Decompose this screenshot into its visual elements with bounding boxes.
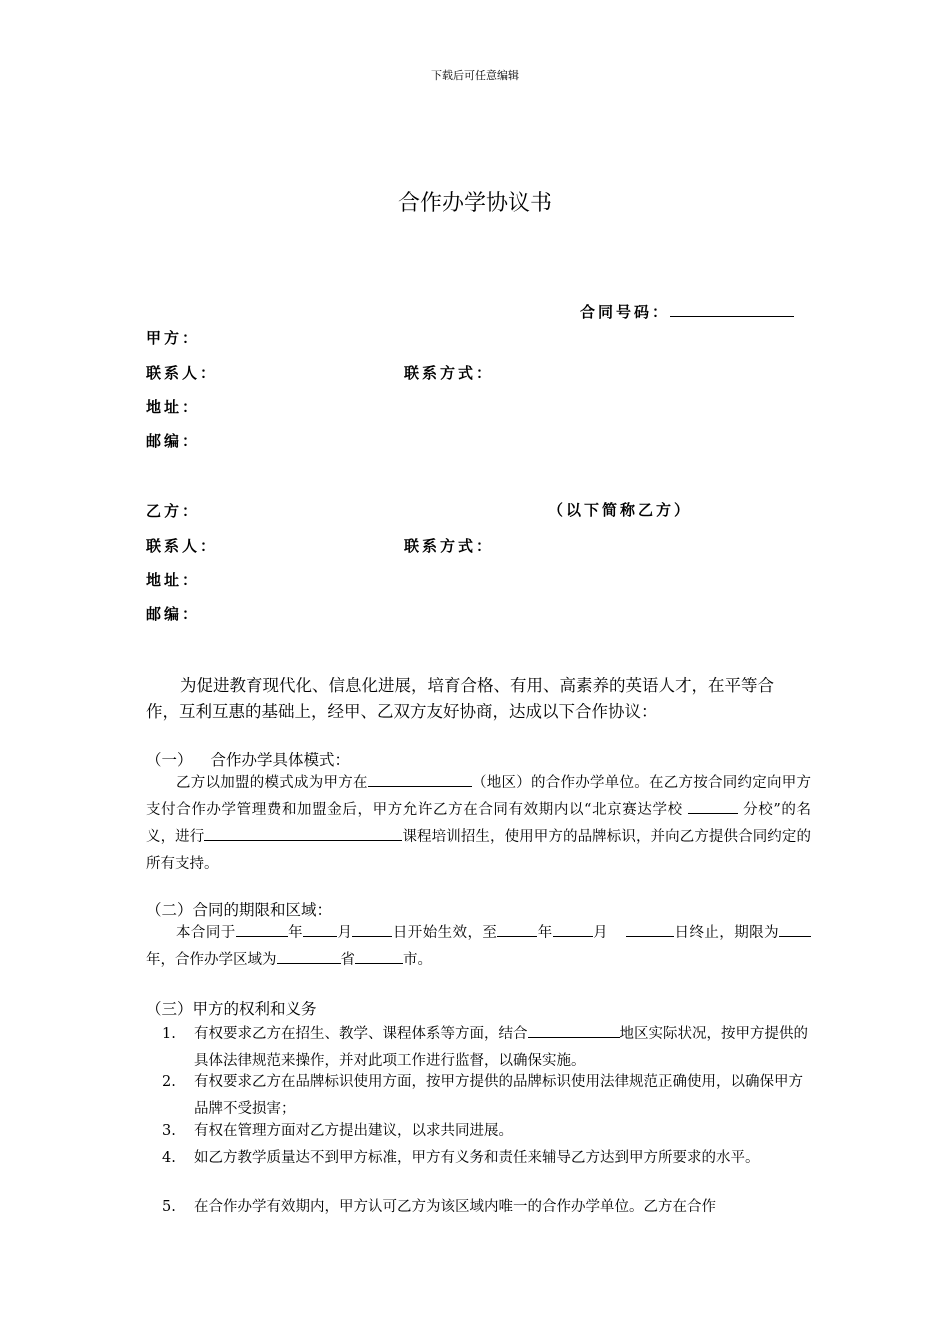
list-item-number: 5.	[162, 1199, 176, 1215]
party-b-label: 乙方：	[146, 502, 201, 520]
section-1-text-a: 乙方以加盟的模式成为甲方在	[176, 775, 368, 791]
contract-number	[580, 301, 794, 322]
end-month-blank	[553, 924, 593, 937]
party-a-method-label: 联系方式：	[404, 364, 495, 382]
list-item-text: 有权要求乙方在品牌标识使用方面，按甲方提供的品牌标识使用法律规范正确使用，以确保甲方品牌不受损害；	[194, 1074, 803, 1117]
city-blank	[355, 951, 403, 964]
party-a-label: 甲方：	[146, 329, 201, 347]
page-header: 下载后可任意编辑	[431, 69, 519, 82]
party-a-address-label: 地址：	[146, 398, 201, 416]
party-b-address-label: 地址：	[146, 571, 201, 589]
list-item-number: 3.	[162, 1123, 176, 1139]
list-item-text-a: 有权要求乙方在招生、教学、课程体系等方面，结合	[194, 1026, 528, 1042]
list-item-number: 4.	[162, 1150, 176, 1166]
region-blank	[368, 774, 472, 787]
document-title: 合作办学协议书	[397, 191, 552, 216]
section-2-text: 本合同于	[176, 925, 236, 941]
party-b-method-label: 联系方式：	[404, 537, 495, 555]
section-1-text-b: （地区）的合作办学单位。在乙方按合同约定向甲方支付合作办学管理费和加盟金后，甲方允许乙方在合同有效期内以“北京赛达学校	[146, 775, 811, 818]
end-year-blank	[497, 924, 537, 937]
section-2-text: 日开始生效，至	[392, 925, 498, 941]
section-2-text: 市。	[403, 952, 432, 968]
section-1-text-d: 课程培训招生，使用甲方的品牌标识，并向乙方提供合同约定的所有支持。	[146, 829, 811, 872]
area-blank	[528, 1025, 620, 1038]
section-2-text: 月	[337, 925, 353, 941]
section-2-heading: （二）合同的期限和区域：	[146, 901, 333, 919]
province-blank	[277, 951, 341, 964]
start-day-blank	[352, 924, 392, 937]
branch-blank	[688, 801, 738, 814]
party-b-abbrev: （以下简称乙方）	[548, 501, 693, 519]
section-2-text: 年	[537, 925, 553, 941]
section-2-text: 月	[592, 925, 609, 941]
section-1-title: 合作办学具体模式：	[210, 751, 351, 769]
party-a-zip-label: 邮编：	[146, 432, 201, 450]
list-item-text: 在合作办学有效期内，甲方认可乙方为该区域内唯一的合作办学单位。乙方在合作	[194, 1199, 716, 1215]
list-item-text: 有权在管理方面对乙方提出建议，以求共同进展。	[194, 1123, 513, 1139]
section-2-body	[146, 920, 811, 974]
section-2-text: 日终止，期限为	[674, 925, 780, 941]
list-item-number: 2.	[162, 1074, 176, 1090]
contract-number-blank	[670, 302, 794, 317]
intro-paragraph: 为促进教育现代化、信息化进展，培育合格、有用、高素养的英语人才，在平等合作，互利互惠的基础上，经甲、乙双方友好协商，达成以下合作协议：	[146, 676, 774, 721]
section-2-text: 省	[340, 952, 355, 968]
party-b-zip-label: 邮编：	[146, 605, 201, 623]
contract-number-label: 合同号码：	[580, 303, 671, 321]
list-item-text-b: 地区实际状况，按甲方提供的具体法律规范来操作，并对此项工作进行监督，以确保实施。	[194, 1026, 808, 1069]
list-item-number: 1.	[162, 1026, 176, 1042]
term-blank	[779, 924, 811, 937]
section-1-number: （一）	[146, 751, 193, 769]
start-year-blank	[236, 924, 288, 937]
party-b-contact-label: 联系人：	[146, 537, 219, 555]
course-blank	[204, 828, 402, 841]
list-item-text	[194, 1021, 816, 1075]
party-a-contact-label: 联系人：	[146, 364, 219, 382]
list-item-text: 如乙方教学质量达不到甲方标准，甲方有义务和责任来辅导乙方达到甲方所要求的水平。	[194, 1150, 760, 1166]
section-1-text-c: 分校”的名义，进行	[146, 802, 811, 845]
section-1-body	[146, 770, 811, 878]
section-1-heading	[146, 748, 350, 770]
section-3-heading: （三）甲方的权利和义务	[146, 1000, 317, 1018]
end-day-blank	[626, 924, 674, 937]
start-month-blank	[303, 924, 337, 937]
section-2-text: 年	[287, 925, 304, 941]
section-2-text: 年，合作办学区域为	[146, 952, 277, 968]
